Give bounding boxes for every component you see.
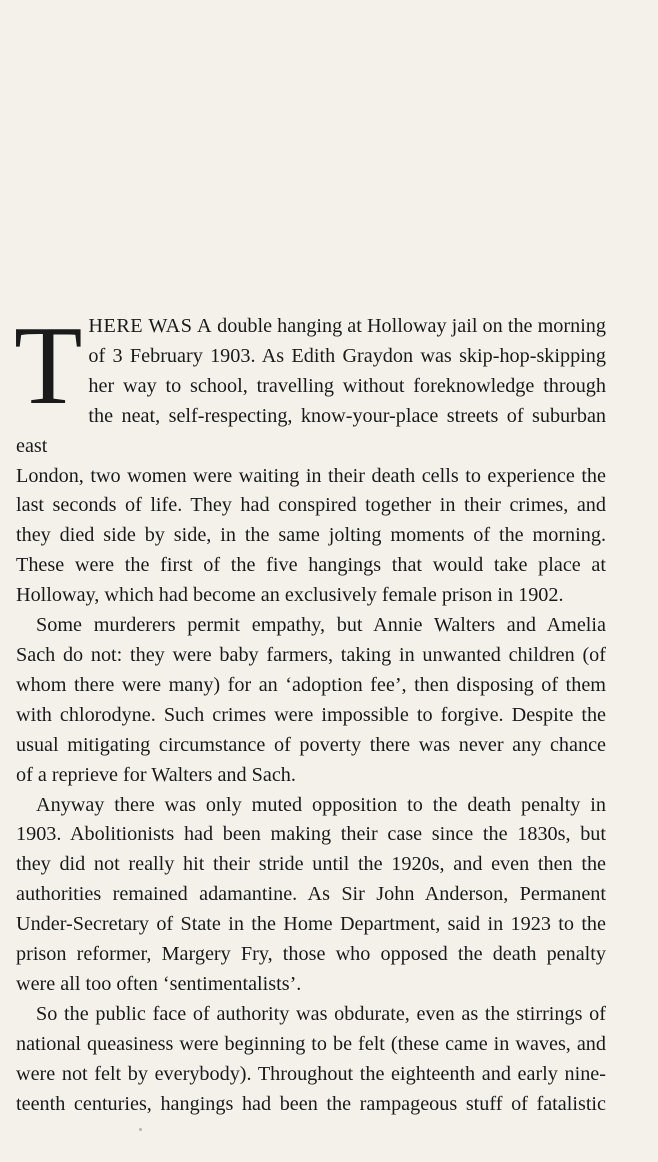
paragraph-3 [16, 791, 606, 1000]
text-line: These were the first of the five hangings that would take place at [16, 554, 606, 577]
text-line: Sach do not: they were baby farmers, taking in unwanted children (of [16, 643, 606, 666]
text-line: they did not really hit their stride until the 1920s, and even then the [16, 853, 606, 876]
text-line: last seconds of life. They had conspired together in their crimes, and [16, 494, 606, 517]
text-line: national queasiness were beginning to be felt (these came in waves, and [16, 1032, 606, 1055]
text-line: with chlorodyne. Such crimes were impossible to forgive. Despite the [16, 703, 606, 726]
text-line: Some murderers permit empathy, but Annie Walters and Amelia [36, 614, 606, 637]
text-line: of a reprieve for Walters and Sach. [16, 763, 296, 786]
text-line: Under-Secretary of State in the Home Department, said in 1923 to the [16, 913, 606, 936]
text-line: were all too often ‘sentimentalists’. [16, 972, 302, 995]
text-line: authorities remained adamantine. As Sir John Anderson, Permanent [16, 883, 606, 906]
paragraph-4 [16, 1000, 606, 1120]
text-line: the neat, self-respecting, know-your-place streets of suburban east [16, 404, 606, 457]
paragraph-2 [16, 611, 606, 790]
text-line: her way to school, travelling without foreknowledge through [88, 374, 606, 397]
text-line: Holloway, which had become an exclusively female prison in 1902. [16, 584, 564, 607]
text-line: prison reformer, Margery Fry, those who opposed the death penalty [16, 943, 606, 966]
text-line: HERE WAS A double hanging at Holloway jail on the morning [88, 315, 606, 337]
text-line: teenth centuries, hangings had been the rampageous stuff of fatalistic [16, 1092, 606, 1115]
text-line: Anyway there was only muted opposition to the death penalty in [36, 793, 606, 816]
text-line: they died side by side, in the same jolting moments of the morning. [16, 524, 606, 547]
text-line: London, two women were waiting in their death cells to experience the [16, 464, 606, 487]
text-line: whom there were many) for an ‘adoption fee’, then disposing of them [16, 673, 606, 696]
opening-smallcaps: HERE WAS A [88, 315, 213, 337]
drop-cap: T [14, 304, 83, 428]
page-speck [139, 1128, 142, 1131]
body-text [14, 304, 606, 1119]
paragraph-1 [14, 304, 606, 611]
text-line: So the public face of authority was obdurate, even as the stirrings of [36, 1002, 606, 1025]
text-line: of 3 February 1903. As Edith Graydon was skip-hop-skipping [88, 344, 606, 367]
text-line: 1903. Abolitionists had been making their case since the 1830s, but [16, 823, 606, 846]
text-line: usual mitigating circumstance of poverty there was never any chance [16, 733, 606, 756]
text-line: were not felt by everybody). Throughout the eighteenth and early nine- [16, 1062, 606, 1085]
